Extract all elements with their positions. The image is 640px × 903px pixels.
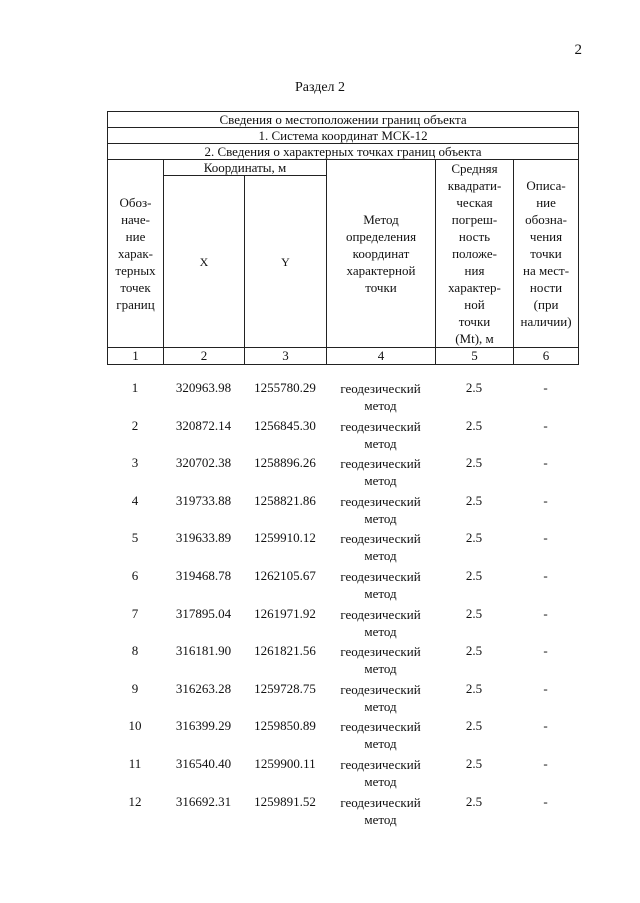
x-coordinate-cell: 319468.78 (175, 567, 232, 583)
point-number-cell: 2 (131, 417, 139, 433)
point-number-cell: 4 (131, 492, 139, 508)
y-coordinate-cell: 1261971.92 (254, 605, 316, 621)
header-line: харак- (117, 246, 153, 261)
method-line: метод (364, 661, 397, 677)
method-line: метод (364, 585, 397, 601)
header-line: точек (120, 280, 151, 295)
header-line: Описа- (526, 178, 566, 193)
y-coordinate-cell: 1258821.86 (254, 492, 316, 508)
column-number: 1 (108, 348, 164, 365)
point-number-cell: 8 (131, 643, 139, 659)
description-cell: - (543, 492, 548, 508)
method-cell (326, 681, 435, 719)
method-cell (326, 718, 435, 756)
y-coordinate-cell: 1255780.29 (254, 380, 316, 395)
method-cell (326, 794, 435, 832)
header-line: наче- (121, 212, 150, 227)
column-number: 4 (327, 348, 436, 365)
description-cell: - (543, 755, 548, 771)
mean-error-cell: 2.5 (465, 380, 483, 395)
y-coordinate-cell: 1258896.26 (254, 455, 316, 471)
point-number-cell: 3 (131, 455, 139, 471)
column-number: 3 (245, 348, 327, 365)
header-coordinates: Координаты, м (164, 160, 327, 176)
x-coordinate-cell: 320963.98 (175, 380, 232, 395)
table-row (107, 530, 578, 568)
y-coordinate-cell: 1259900.11 (254, 755, 316, 771)
method-line: метод (364, 698, 397, 714)
header-line: ния (464, 263, 485, 278)
y-coordinate-cell: 1261821.56 (254, 643, 316, 659)
x-coordinate-cell: 316181.90 (175, 643, 232, 659)
method-cell (326, 756, 435, 794)
header-designation (108, 160, 164, 348)
method-line: геодезический (340, 644, 421, 660)
method-line: метод (364, 548, 397, 564)
method-cell (326, 530, 435, 568)
header-line: точки (530, 246, 562, 261)
header-y: Y (245, 176, 327, 348)
header-line: ность (458, 229, 491, 244)
table-row (107, 718, 578, 756)
x-coordinate-cell: 320872.14 (175, 417, 232, 433)
y-coordinate-cell: 1259728.75 (254, 680, 316, 696)
x-coordinate-cell: 316399.29 (175, 718, 232, 734)
column-number-row (108, 348, 579, 365)
header-line: погреш- (451, 212, 498, 227)
column-number: 5 (436, 348, 514, 365)
table-row (107, 568, 578, 606)
method-line: геодезический (340, 493, 421, 509)
table-row (107, 455, 578, 493)
method-line: метод (364, 811, 397, 827)
mean-error-cell: 2.5 (465, 455, 483, 471)
method-line: геодезический (340, 381, 421, 396)
point-number-cell: 7 (131, 605, 139, 621)
method-line: геодезический (340, 606, 421, 622)
x-coordinate-cell: 316692.31 (175, 793, 232, 809)
header-line: ности (529, 280, 563, 295)
header-mean-error (436, 160, 514, 348)
description-cell: - (543, 605, 548, 621)
header-line: квадрати- (447, 178, 502, 193)
method-line: метод (364, 623, 397, 639)
header-method (327, 160, 436, 348)
method-cell (326, 643, 435, 681)
point-number-cell: 12 (128, 793, 142, 809)
method-cell (326, 568, 435, 606)
x-coordinate-cell: 319733.88 (175, 492, 232, 508)
header-line: определения (345, 229, 417, 244)
mean-error-cell: 2.5 (465, 530, 483, 546)
header-line: ние (536, 195, 556, 210)
method-line: геодезический (340, 418, 421, 434)
method-cell (326, 380, 435, 418)
mean-error-cell: 2.5 (465, 680, 483, 696)
coordinates-data-table (107, 380, 578, 831)
x-coordinate-cell: 319633.89 (175, 530, 232, 546)
table-row (107, 493, 578, 531)
y-coordinate-cell: 1259910.12 (254, 530, 316, 546)
description-cell: - (543, 455, 548, 471)
table-row (107, 418, 578, 456)
header-line: ной (464, 297, 485, 312)
point-number-cell: 10 (128, 718, 142, 734)
column-number: 6 (514, 348, 579, 365)
method-cell (326, 606, 435, 644)
header-line: терных (115, 263, 156, 278)
method-cell (326, 455, 435, 493)
mean-error-cell: 2.5 (465, 417, 483, 433)
method-cell (326, 418, 435, 456)
table-row (107, 643, 578, 681)
method-line: геодезический (340, 568, 421, 584)
header-line: ческая (456, 195, 493, 210)
table-title-characteristic-points: 2. Сведения о характерных точках границ объекта (108, 144, 579, 160)
header-line: координат (352, 246, 410, 261)
column-number: 2 (164, 348, 245, 365)
header-line: обозна- (525, 212, 567, 227)
point-number-cell: 6 (131, 567, 139, 583)
table-row (107, 756, 578, 794)
mean-error-cell: 2.5 (465, 793, 483, 809)
point-number-cell: 1 (131, 380, 139, 395)
header-line: точки (458, 314, 491, 329)
y-coordinate-cell: 1259891.52 (254, 793, 316, 809)
header-line: Метод (363, 212, 399, 227)
header-line: (при (533, 297, 559, 312)
header-line: характерной (346, 263, 416, 278)
method-line: метод (364, 435, 397, 451)
section-title: Раздел 2 (294, 80, 346, 95)
description-cell: - (543, 793, 548, 809)
header-line: чения (529, 229, 563, 244)
table-title-coordinate-system: 1. Система координат МСК-12 (108, 128, 579, 144)
method-line: метод (364, 473, 397, 489)
method-line: метод (364, 736, 397, 752)
method-line: геодезический (340, 681, 421, 697)
y-coordinate-cell: 1259850.89 (254, 718, 316, 734)
x-coordinate-cell: 316540.40 (175, 755, 232, 771)
description-cell: - (543, 380, 548, 395)
description-cell: - (543, 417, 548, 433)
method-line: геодезический (340, 456, 421, 472)
method-line: метод (364, 773, 397, 789)
header-line: (Mt), м (455, 331, 494, 346)
page-number: 2 (574, 42, 582, 58)
x-coordinate-cell: 317895.04 (175, 605, 232, 621)
method-line: метод (364, 398, 397, 413)
x-coordinate-cell: 316263.28 (175, 680, 232, 696)
header-line: положе- (452, 246, 497, 261)
method-line: геодезический (340, 719, 421, 735)
table-row (107, 606, 578, 644)
method-line: геодезический (340, 756, 421, 772)
table-row (107, 681, 578, 719)
header-line: характер- (448, 280, 501, 295)
table-row (107, 794, 578, 832)
header-x: X (164, 176, 245, 348)
point-number-cell: 9 (131, 680, 139, 696)
header-line: границ (116, 297, 155, 312)
mean-error-cell: 2.5 (465, 718, 483, 734)
mean-error-cell: 2.5 (465, 755, 483, 771)
y-coordinate-cell: 1256845.30 (254, 417, 316, 433)
header-description (514, 160, 579, 348)
header-line: точки (365, 280, 397, 295)
method-line: метод (364, 510, 397, 526)
description-cell: - (543, 680, 548, 696)
data-rows (107, 380, 578, 831)
mean-error-cell: 2.5 (465, 643, 483, 659)
header-line: наличии) (520, 314, 572, 329)
y-coordinate-cell: 1262105.67 (254, 567, 316, 583)
x-coordinate-cell: 320702.38 (175, 455, 232, 471)
description-cell: - (543, 567, 548, 583)
mean-error-cell: 2.5 (465, 492, 483, 508)
method-line: геодезический (340, 531, 421, 547)
header-line: на мест- (522, 263, 570, 278)
point-number-cell: 5 (131, 530, 139, 546)
mean-error-cell: 2.5 (465, 567, 483, 583)
method-line: геодезический (340, 794, 421, 810)
description-cell: - (543, 530, 548, 546)
description-cell: - (543, 643, 548, 659)
method-cell (326, 493, 435, 531)
header-line: Средняя (451, 161, 498, 176)
table-row (107, 380, 578, 418)
header-line: Обоз- (119, 195, 152, 210)
header-line: ние (125, 229, 146, 244)
table-title-location: Сведения о местоположении границ объекта (108, 112, 579, 128)
point-number-cell: 11 (128, 755, 142, 771)
mean-error-cell: 2.5 (465, 605, 483, 621)
description-cell: - (543, 718, 548, 734)
coordinates-header-table (107, 111, 579, 365)
